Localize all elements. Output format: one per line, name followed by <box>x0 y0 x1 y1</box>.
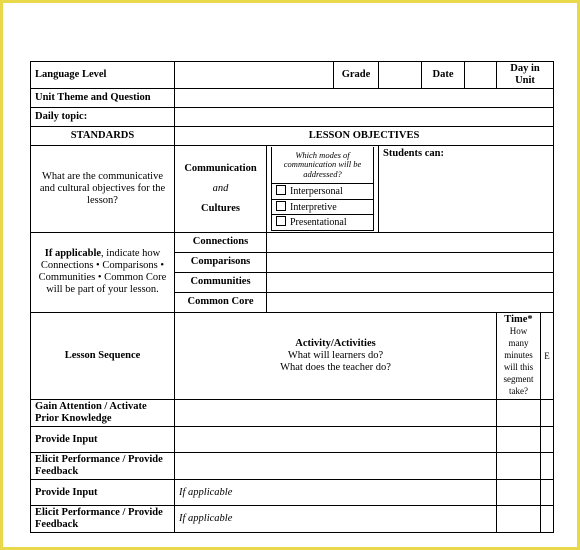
sequence-extra-field[interactable] <box>541 427 554 453</box>
date-field[interactable] <box>465 62 497 89</box>
unit-theme-field[interactable] <box>175 89 554 108</box>
unit-theme-label: Unit Theme and Question <box>31 89 175 108</box>
students-can-field[interactable]: Students can: <box>379 146 554 233</box>
connections-row <box>31 232 554 252</box>
sequence-label: Provide Input <box>31 427 175 453</box>
modes-question: Which modes of communication will be addressed? <box>272 147 374 184</box>
language-level-label: Language Level <box>31 62 175 89</box>
communication-text: Communication <box>184 162 257 174</box>
connections-field[interactable] <box>267 232 554 252</box>
lesson-sequence-header <box>31 312 554 399</box>
modes-cell <box>267 146 379 233</box>
and-text: and <box>212 182 229 194</box>
day-in-unit-label: Day in Unit <box>497 62 554 89</box>
sequence-label: Elicit Performance / Provide Feedback <box>31 506 175 533</box>
sequence-extra-field[interactable] <box>541 453 554 480</box>
mode-interpretive[interactable]: Interpretive <box>272 199 374 215</box>
modes-list <box>271 147 374 231</box>
sequence-time-field[interactable] <box>497 453 541 480</box>
sequence-activity-field[interactable]: If applicable <box>175 480 497 506</box>
comparisons-field[interactable] <box>267 252 554 272</box>
standards-row <box>31 127 554 146</box>
sequence-label: Gain Attention / Activate Prior Knowledge <box>31 400 175 427</box>
lesson-plan-table <box>30 61 554 533</box>
lesson-objectives-heading: LESSON OBJECTIVES <box>175 127 554 146</box>
sequence-extra-field[interactable] <box>541 400 554 427</box>
sequence-row <box>31 453 554 480</box>
mode-presentational[interactable]: Presentational <box>272 215 374 231</box>
common-core-field[interactable] <box>267 292 554 312</box>
sequence-activity-field[interactable]: If applicable <box>175 506 497 533</box>
header-row <box>31 62 554 89</box>
grade-field[interactable] <box>379 62 422 89</box>
sequence-time-field[interactable] <box>497 506 541 533</box>
communities-label: Communities <box>175 272 267 292</box>
communicative-question: What are the communicative and cultural objectives for the lesson? <box>31 146 175 233</box>
if-applicable-note: If applicable, indicate how Connections • Comparisons • Communities • Common Core will be part of your lesson. <box>31 232 175 312</box>
sequence-label: Elicit Performance / Provide Feedback <box>31 453 175 480</box>
sequence-extra-field[interactable] <box>541 506 554 533</box>
date-label: Date <box>422 62 465 89</box>
language-level-field[interactable] <box>175 62 334 89</box>
sequence-time-field[interactable] <box>497 427 541 453</box>
activities-header: Activity/Activities What will learners do? What does the teacher do? <box>175 312 497 399</box>
sequence-extra-field[interactable] <box>541 480 554 506</box>
communities-field[interactable] <box>267 272 554 292</box>
grade-label: Grade <box>334 62 379 89</box>
connections-label: Connections <box>175 232 267 252</box>
daily-topic-row <box>31 108 554 127</box>
sequence-time-field[interactable] <box>497 400 541 427</box>
lesson-sequence-label: Lesson Sequence <box>31 312 175 399</box>
comparisons-label: Comparisons <box>175 252 267 272</box>
unit-theme-row <box>31 89 554 108</box>
sequence-row <box>31 506 554 533</box>
time-header: Time* How many minutes will this segment take? <box>497 312 541 399</box>
daily-topic-label: Daily topic: <box>31 108 175 127</box>
sequence-activity-field[interactable] <box>175 427 497 453</box>
sequence-activity-field[interactable] <box>175 453 497 480</box>
checkbox-icon[interactable] <box>276 201 286 211</box>
checkbox-icon[interactable] <box>276 216 286 226</box>
mode-interpersonal[interactable]: Interpersonal <box>272 184 374 200</box>
cultures-text: Cultures <box>201 202 240 214</box>
sequence-activity-field[interactable] <box>175 400 497 427</box>
standards-heading: STANDARDS <box>31 127 175 146</box>
communication-row <box>31 146 554 233</box>
sequence-label: Provide Input <box>31 480 175 506</box>
sequence-row <box>31 400 554 427</box>
common-core-label: Common Core <box>175 292 267 312</box>
sequence-row <box>31 480 554 506</box>
sequence-time-field[interactable] <box>497 480 541 506</box>
sequence-row <box>31 427 554 453</box>
checkbox-icon[interactable] <box>276 185 286 195</box>
daily-topic-field[interactable] <box>175 108 554 127</box>
extra-column-header: E <box>541 312 554 399</box>
communication-cultures-label <box>175 146 267 233</box>
